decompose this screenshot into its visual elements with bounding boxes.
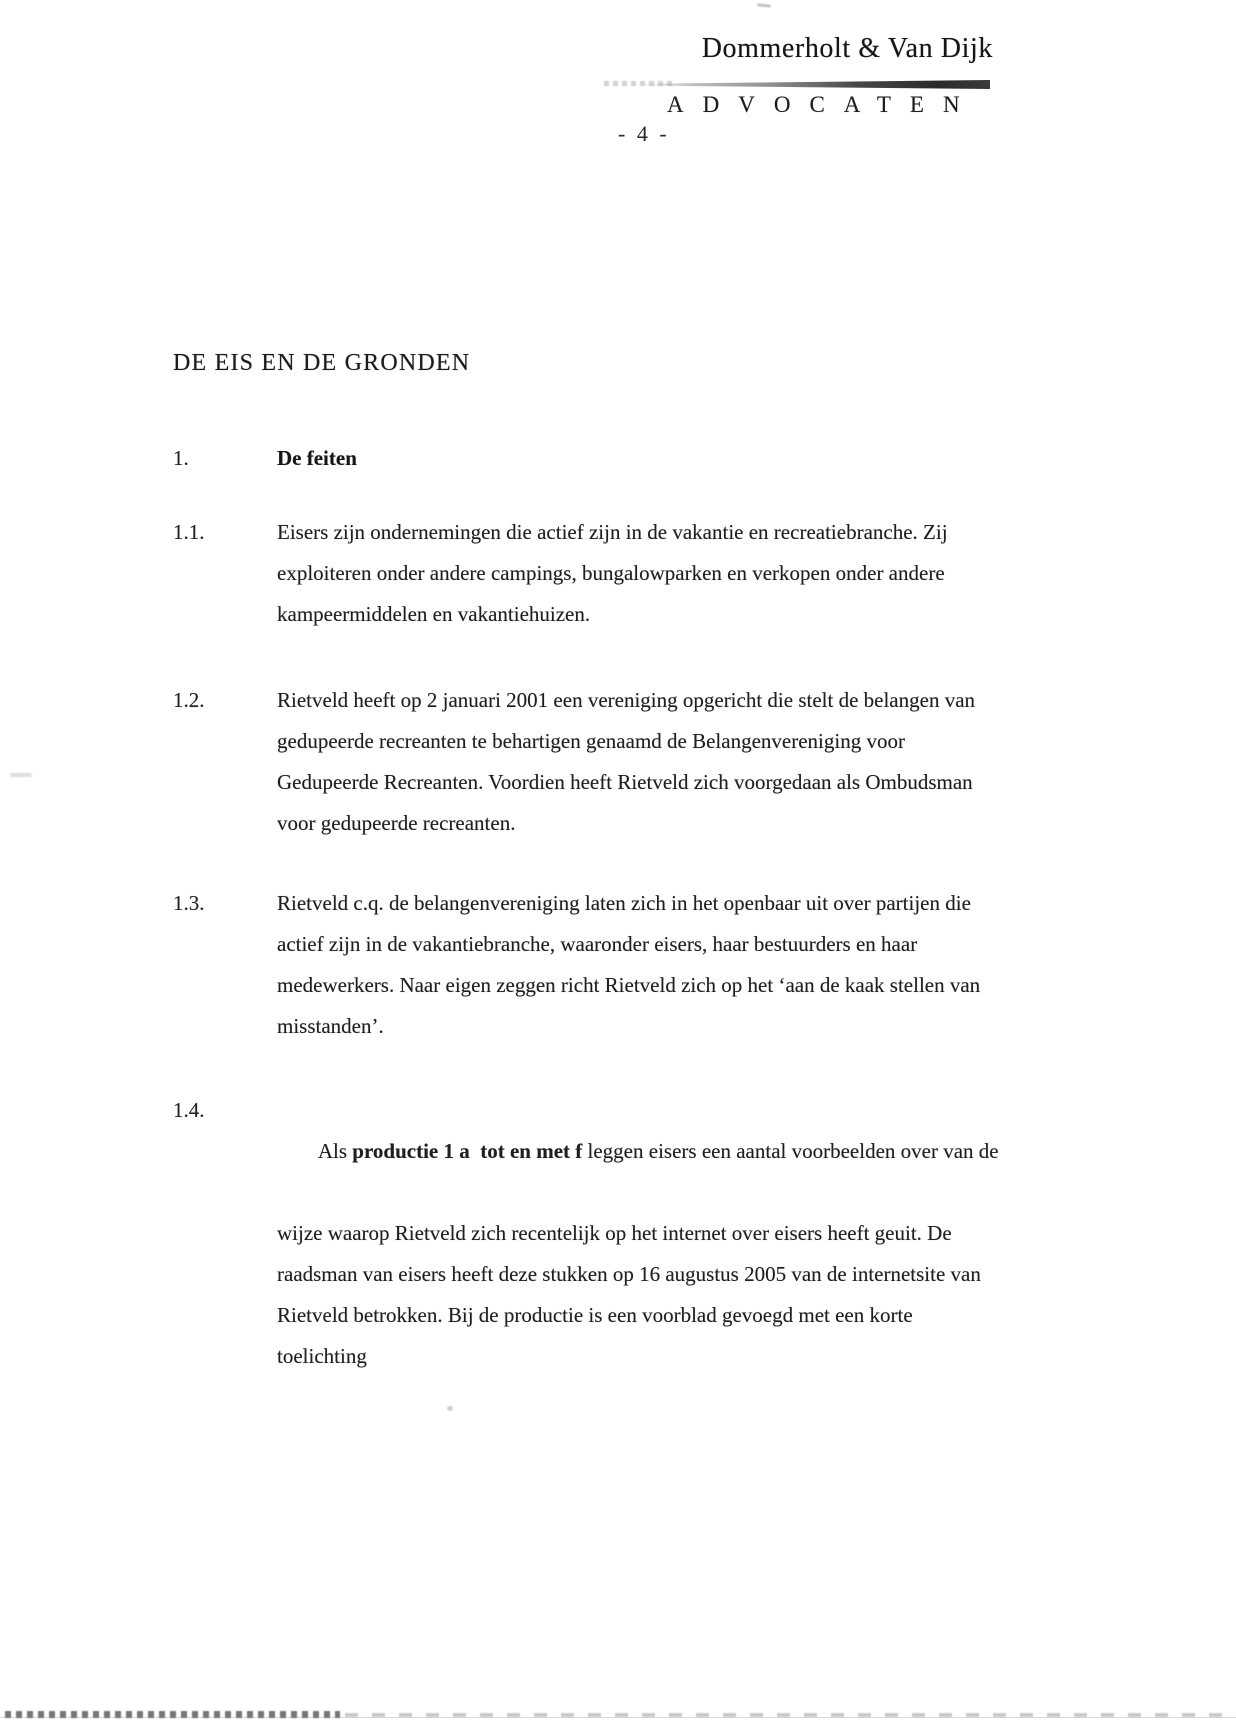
firm-subtitle: ADVOCATEN [667,92,979,117]
paragraph-line [277,1090,1183,1213]
paragraph-line: misstanden’. [277,1014,384,1038]
paragraph-line: actief zijn in de vakantiebranche, waaronder eisers, haar bestuurders en haar [277,932,918,956]
paragraph-1-2 [173,680,1183,844]
paragraph-line: Rietveld c.q. de belangenvereniging laten zich in het openbaar uit over partijen die [277,891,971,915]
paragraph-number: 1.2. [173,688,205,712]
letterhead-rule [642,80,990,89]
paragraph-line: kampeermiddelen en vakantiehuizen. [277,602,591,626]
paragraph-1-1 [173,512,1183,635]
paragraph-line: wijze waarop Rietveld zich recentelijk op het internet over eisers heeft geuit. De [277,1221,952,1245]
paragraph-line: toelichting [277,1344,367,1368]
section-heading-row [173,438,1183,479]
line-run-bold: productie 1 a tot en met f [352,1139,588,1163]
line-run: leggen eisers een aantal voorbeelden over van de [587,1139,999,1163]
paragraph-line: voor gedupeerde recreanten. [277,811,516,835]
document-title: DE EIS EN DE GRONDEN [173,350,471,376]
paragraph-line: medewerkers. Naar eigen zeggen richt Rietveld zich op het ‘aan de kaak stellen van [277,973,981,997]
paragraph-line: exploiteren onder andere campings, bungalowparken en verkopen onder andere [277,561,945,585]
scan-artifact-left-smudge [10,773,32,777]
line-run: Als [317,1139,353,1163]
paragraph-1-3 [173,883,1183,1047]
paragraph-number: 1.3. [173,891,205,915]
scan-artifact-top-mark [757,3,771,7]
paragraph-line: Rietveld betrokken. Bij de productie is een voorblad gevoegd met een korte [277,1303,913,1327]
paragraph-number: 1.4. [173,1098,205,1122]
paragraph-line: Rietveld heeft op 2 januari 2001 een vereniging opgericht die stelt de belangen van [277,688,976,712]
paragraph-number: 1.1. [173,520,205,544]
section-number: 1. [173,446,189,470]
scan-artifact-dot [447,1406,453,1411]
paragraph-line: Gedupeerde Recreanten. Voordien heeft Rietveld zich voorgedaan als Ombudsman [277,770,973,794]
scan-artifact-bottom-line [0,1717,1236,1718]
firm-name: Dommerholt & Van Dijk [701,33,993,64]
page-number: - 4 - [618,121,670,146]
paragraph-line: raadsman van eisers heeft deze stukken op 16 augustus 2005 van de internetsite van [277,1262,981,1286]
paragraph-line: gedupeerde recreanten te behartigen genaamd de Belangenvereniging voor [277,729,905,753]
paragraph-1-4 [173,1090,1183,1377]
paragraph-line: Eisers zijn ondernemingen die actief zijn in de vakantie en recreatiebranche. Zij [277,520,948,544]
section-heading: De feiten [277,446,357,470]
